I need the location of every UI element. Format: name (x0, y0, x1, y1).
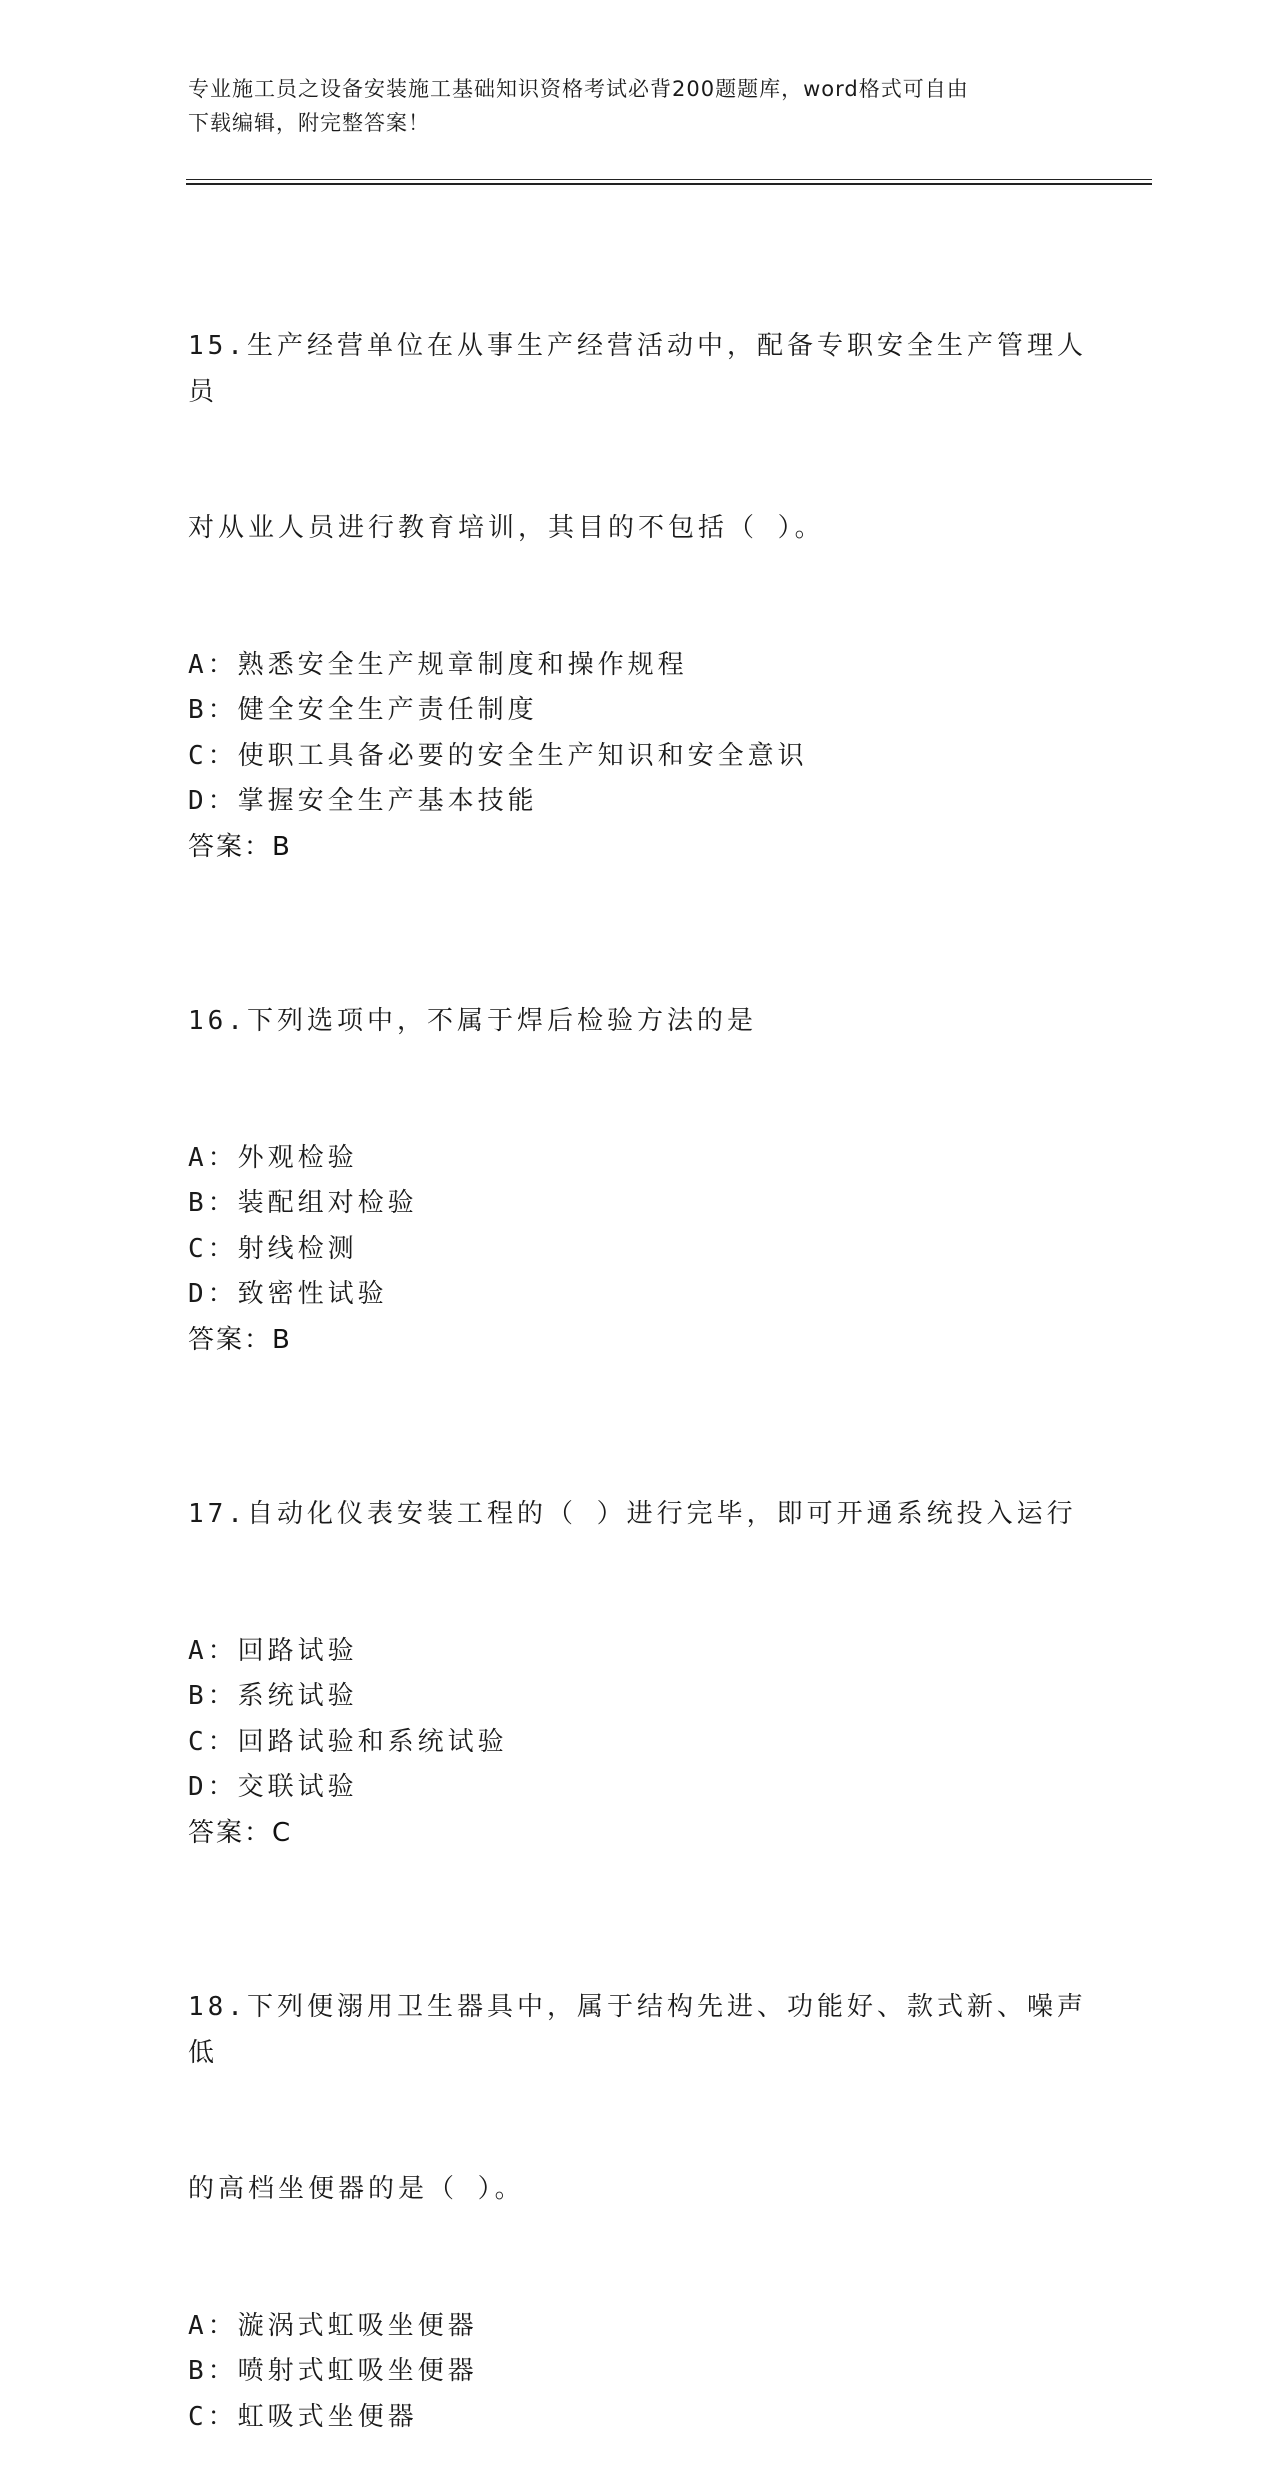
header-line-2: 下载编辑，附完整答案！ (188, 111, 430, 135)
header-divider-thin (186, 179, 1152, 180)
option-b: B：喷射式虹吸坐便器 (188, 2356, 478, 2386)
question-17 (188, 1401, 1088, 1856)
option-d: D：交联试验 (188, 1772, 358, 1802)
stem-line: 的高档坐便器的是（ ）。 (188, 2174, 525, 2204)
option-d: D：致密性试验 (188, 1279, 388, 1309)
question-stem (188, 1894, 1088, 2304)
stem-line: 15.生产经营单位在从事生产经营活动中，配备专职安全生产管理人员 (188, 331, 1087, 407)
option-c: C：虹吸式坐便器 (188, 2401, 418, 2432)
answer-line: 答案：B (188, 1324, 292, 1355)
question-15 (188, 233, 1088, 870)
question-stem (188, 233, 1088, 643)
question-18 (188, 1894, 1088, 2440)
option-d: D：掌握安全生产基本技能 (188, 786, 538, 816)
document-header (188, 72, 1068, 140)
question-stem (188, 1401, 1088, 1629)
option-c: C：射线检测 (188, 1233, 358, 1264)
stem-line: 18.下列便溺用卫生器具中，属于结构先进、功能好、款式新、噪声低 (188, 1992, 1087, 2068)
header-line-1: 专业施工员之设备安装施工基础知识资格考试必背200题题库，word格式可自由 (188, 77, 969, 101)
answer-line: 答案：B (188, 831, 292, 862)
stem-line: 17.自动化仪表安装工程的（ ）进行完毕，即可开通系统投入运行 (188, 1499, 1077, 1529)
question-list (188, 233, 1088, 2478)
option-c: C：使职工具备必要的安全生产知识和安全意识 (188, 740, 808, 771)
option-a: A：熟悉安全生产规章制度和操作规程 (188, 649, 688, 680)
question-16 (188, 908, 1088, 1363)
answer-line: 答案：C (188, 1817, 293, 1848)
header-divider-thick (186, 183, 1152, 185)
option-a: A：漩涡式虹吸坐便器 (188, 2310, 478, 2341)
stem-line: 对从业人员进行教育培训，其目的不包括（ ）。 (188, 513, 825, 543)
option-a: A：回路试验 (188, 1635, 358, 1666)
stem-line: 16.下列选项中，不属于焊后检验方法的是 (188, 1006, 757, 1036)
question-stem (188, 908, 1088, 1136)
option-b: B：健全安全生产责任制度 (188, 695, 538, 725)
option-c: C：回路试验和系统试验 (188, 1726, 508, 1757)
option-b: B：系统试验 (188, 1681, 358, 1711)
option-a: A：外观检验 (188, 1142, 358, 1173)
option-b: B：装配组对检验 (188, 1188, 418, 1218)
